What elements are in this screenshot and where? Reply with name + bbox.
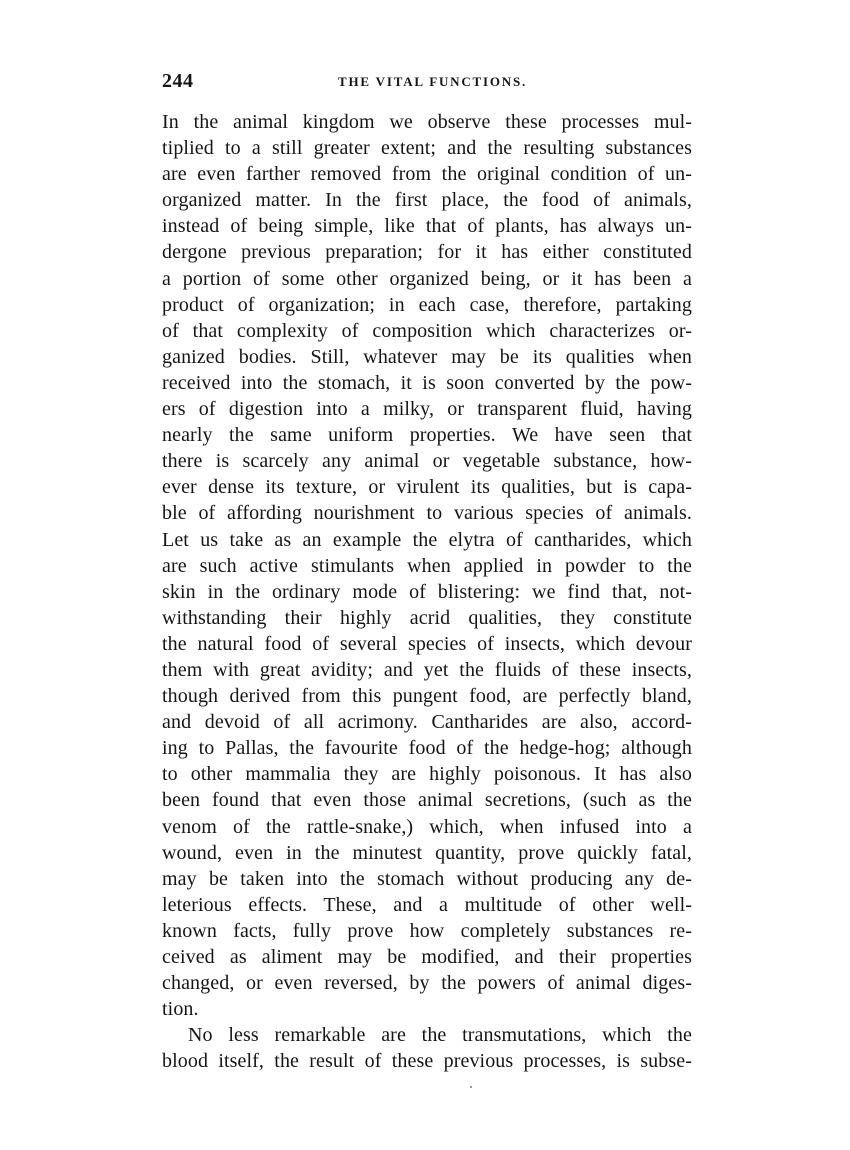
- text-line: ceived as aliment may be modified, and their properties: [162, 946, 692, 968]
- text-line: leterious effects. These, and a multitude of other well-: [162, 893, 692, 916]
- text-line: skin in the ordinary mode of blistering: we find that, not-: [162, 580, 692, 603]
- text-line: there is scarcely any animal or vegetable substance, how-: [162, 450, 692, 473]
- running-title: THE VITAL FUNCTIONS.: [338, 74, 528, 89]
- text-line: dergone previous preparation; for it has either constituted: [162, 241, 692, 264]
- text-line: them with great avidity; and yet the fluids of these insects,: [162, 658, 692, 681]
- text-line: are such active stimulants when applied in powder to the: [162, 554, 692, 577]
- text-line: nearly the same uniform properties. We have seen that: [162, 424, 692, 447]
- paper-speck: [470, 1086, 472, 1088]
- text-line: a portion of some other organized being, or it has been a: [162, 267, 692, 290]
- text-line: venom of the rattle-snake,) which, when infused into a: [162, 815, 692, 838]
- text-line: blood itself, the result of these previous processes, is subse-: [162, 1050, 692, 1073]
- text-line: been found that even those animal secretions, (such as the: [162, 789, 692, 812]
- text-line: ganized bodies. Still, whatever may be its qualities when: [162, 345, 692, 368]
- text-line: may be taken into the stomach without producing any de-: [162, 867, 692, 890]
- text-line: No less remarkable are the transmutations, which the: [188, 1024, 692, 1047]
- running-head: [162, 70, 692, 94]
- text-line: and devoid of all acrimony. Cantharides are also, accord-: [162, 711, 692, 734]
- text-line: In the animal kingdom we observe these processes mul-: [162, 111, 692, 133]
- text-line: are even farther removed from the original condition of un-: [162, 163, 692, 186]
- text-line: organized matter. In the first place, the food of animals,: [162, 189, 692, 212]
- text-line: the natural food of several species of insects, which devour: [162, 632, 692, 655]
- text-line: of that complexity of composition which characterizes or-: [162, 319, 692, 342]
- text-line: though derived from this pungent food, are perfectly bland,: [162, 685, 692, 708]
- text-line: changed, or even reversed, by the powers of animal diges-: [162, 972, 692, 995]
- text-line: to other mammalia they are highly poisonous. It has also: [162, 763, 692, 786]
- text-line: ble of affording nourishment to various species of animals.: [162, 502, 692, 525]
- paragraph-end-line: tion.: [162, 998, 199, 1021]
- text-line: wound, even in the minutest quantity, prove quickly fatal,: [162, 841, 692, 864]
- page-number: 244: [162, 70, 194, 92]
- text-line: withstanding their highly acrid qualities, they constitute: [162, 606, 692, 629]
- text-line: ever dense its texture, or virulent its qualities, but is capa-: [162, 476, 692, 499]
- text-line: Let us take as an example the elytra of cantharides, which: [162, 528, 692, 551]
- body-text: [162, 109, 692, 1074]
- text-line: tiplied to a still greater extent; and the resulting substances: [162, 137, 692, 160]
- text-line: ing to Pallas, the favourite food of the hedge-hog; although: [162, 737, 692, 760]
- text-line: received into the stomach, it is soon converted by the pow-: [162, 371, 692, 394]
- text-line: instead of being simple, like that of plants, has always un-: [162, 215, 692, 238]
- text-line: product of organization; in each case, therefore, partaking: [162, 293, 692, 316]
- text-line: known facts, fully prove how completely substances re-: [162, 919, 692, 942]
- text-line: ers of digestion into a milky, or transparent fluid, having: [162, 398, 692, 421]
